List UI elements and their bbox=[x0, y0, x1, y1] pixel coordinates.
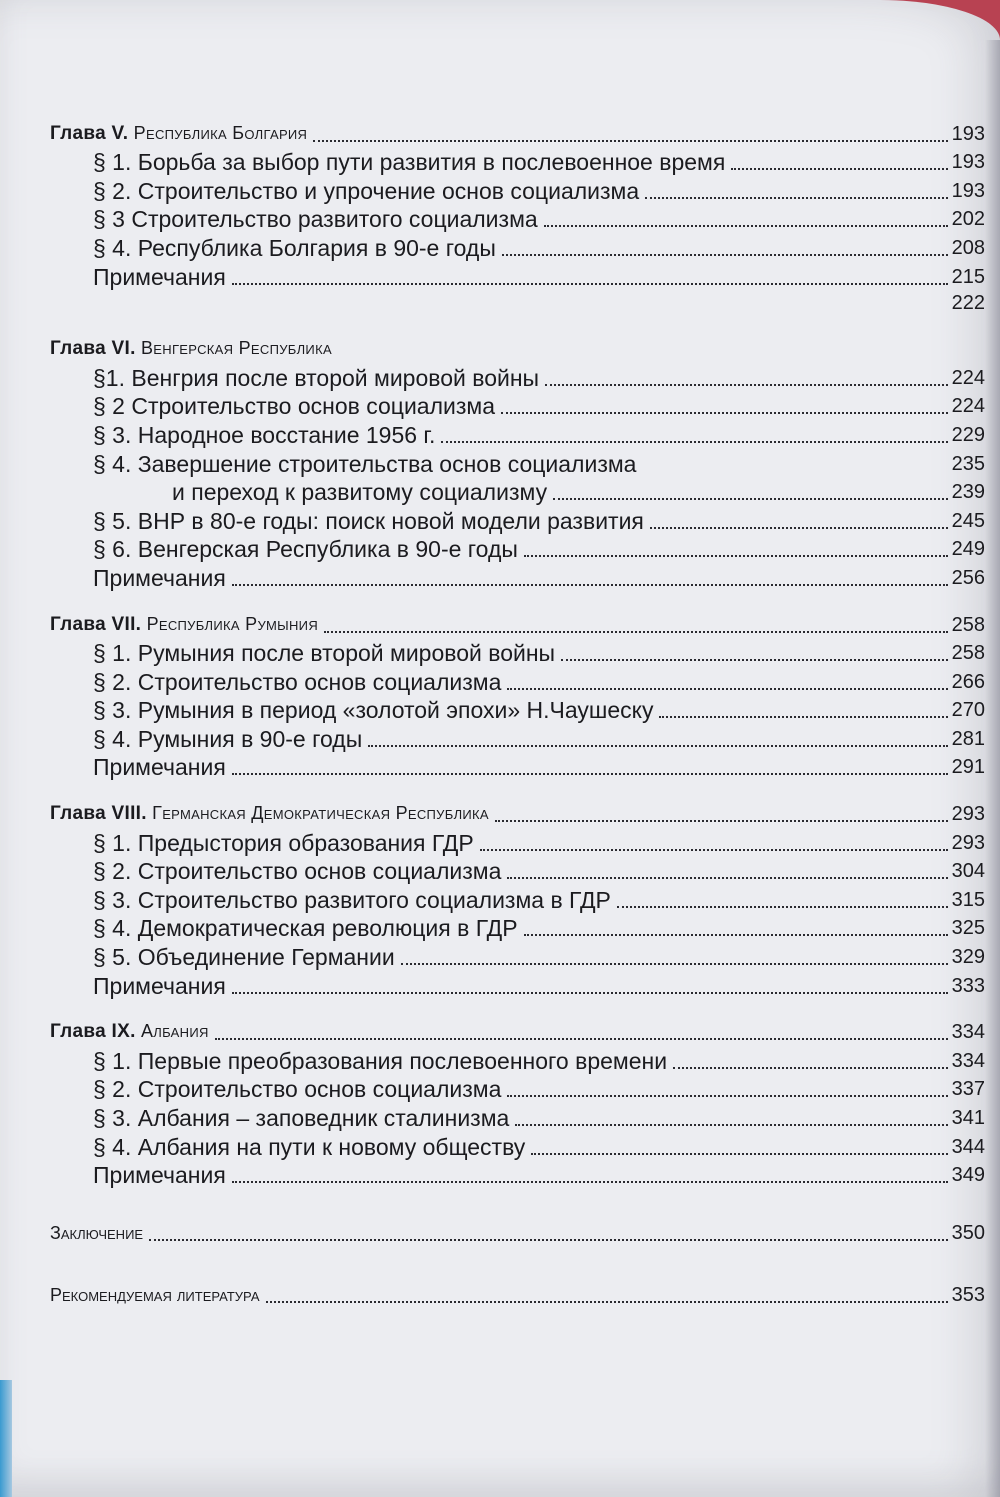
chapter-heading bbox=[50, 798, 985, 827]
page-number: 281 bbox=[951, 727, 985, 750]
page-number: 304 bbox=[951, 860, 985, 883]
section-row bbox=[50, 419, 985, 448]
section-row bbox=[50, 913, 985, 942]
section-title: § 6. Венгерская Республика в 90-е годы bbox=[93, 536, 518, 563]
leader-dots bbox=[524, 555, 948, 557]
leader-dots bbox=[659, 716, 947, 718]
section-row bbox=[50, 391, 985, 420]
section-row bbox=[50, 884, 985, 913]
section-row bbox=[50, 827, 985, 856]
chapter-6 bbox=[50, 334, 985, 591]
section-title: § 4. Демократическая революция в ГДР bbox=[93, 915, 518, 942]
leader-dots bbox=[313, 140, 947, 142]
leader-dots bbox=[515, 1124, 947, 1126]
section-title: § 2. Строительство основ социализма bbox=[93, 1076, 502, 1103]
chapter-9 bbox=[50, 1017, 985, 1189]
chapter-number: Глава IX. bbox=[50, 1021, 136, 1043]
chapter-8 bbox=[50, 798, 985, 998]
section-row bbox=[50, 448, 985, 477]
section-row bbox=[50, 1102, 985, 1131]
section-row bbox=[50, 1074, 985, 1103]
section-title: § 3. Народное восстание 1956 г. bbox=[93, 421, 436, 448]
section-title: § 1. Румыния после второй мировой войны bbox=[93, 640, 556, 667]
section-title: § 4. Румыния в 90-е годы bbox=[93, 725, 363, 752]
section-row bbox=[50, 941, 985, 970]
section-title: § 4. Албания на пути к новому обществу bbox=[93, 1133, 526, 1160]
page-shadow bbox=[985, 40, 1000, 1497]
section-title: §1. Венгрия после второй мировой войны bbox=[93, 364, 540, 391]
leader-dots bbox=[215, 1038, 948, 1040]
section-row bbox=[50, 723, 985, 752]
conclusion-row bbox=[50, 1206, 985, 1246]
page-number: 224 bbox=[951, 366, 985, 389]
page-number: 258 bbox=[951, 613, 985, 636]
chapter-title bbox=[50, 800, 489, 827]
notes-label: Примечания bbox=[93, 754, 226, 781]
section-title: § 1. Первые преобразования послевоенного времени bbox=[93, 1047, 668, 1074]
notes-label: Примечания bbox=[93, 972, 226, 999]
chapter-heading bbox=[50, 609, 985, 638]
chapter-title bbox=[50, 335, 332, 362]
page-number: 337 bbox=[951, 1078, 985, 1101]
leader-dots bbox=[266, 1301, 948, 1303]
chapter-number: Глава VI. bbox=[50, 338, 136, 360]
leader-dots bbox=[441, 441, 947, 443]
leader-dots bbox=[232, 283, 948, 285]
section-title: § 3. Румыния в период «золотой эпохи» Н.Чаушеску bbox=[93, 697, 654, 724]
section-row bbox=[50, 666, 985, 695]
leader-dots bbox=[368, 745, 947, 747]
chapter-number: Глава VII. bbox=[50, 613, 142, 635]
section-title: § 4. Республика Болгария в 90-е годы bbox=[93, 234, 496, 261]
section-title: § 1. Предыстория образования ГДР bbox=[93, 829, 474, 856]
leader-dots bbox=[507, 1095, 947, 1097]
chapter-title bbox=[50, 1018, 209, 1045]
page-number: 193 bbox=[951, 179, 985, 202]
section-title: § 3. Строительство развитого социализма в ГДР bbox=[93, 886, 611, 913]
leader-dots bbox=[401, 963, 948, 965]
section-title: § 2. Строительство основ социализма bbox=[93, 668, 502, 695]
leader-dots bbox=[645, 197, 947, 199]
page-number: 315 bbox=[951, 888, 985, 911]
chapter-number: Глава V. bbox=[50, 122, 129, 144]
literature-label: Рекомендуемая литература bbox=[50, 1285, 260, 1306]
notes-label: Примечания bbox=[93, 564, 226, 591]
section-continuation-row bbox=[50, 477, 985, 506]
section-title: § 2 Строительство основ социализма bbox=[93, 393, 495, 420]
chapter-heading bbox=[50, 1017, 985, 1046]
leader-dots bbox=[502, 254, 948, 256]
leader-dots bbox=[232, 584, 948, 586]
page-number: 229 bbox=[951, 423, 985, 446]
chapter-name: Республика Болгария bbox=[133, 122, 308, 143]
chapter-end-row bbox=[50, 290, 985, 316]
section-title: § 5. Объединение Германии bbox=[93, 944, 395, 971]
section-row bbox=[50, 1131, 985, 1160]
chapter-title bbox=[50, 611, 318, 638]
page-number: 341 bbox=[951, 1107, 985, 1129]
notes-row bbox=[50, 1160, 985, 1189]
section-row bbox=[50, 534, 985, 563]
section-row bbox=[50, 204, 985, 233]
table-of-contents bbox=[50, 118, 985, 1330]
page-number: 249 bbox=[951, 538, 985, 561]
page-number: 215 bbox=[951, 265, 985, 288]
page-number: 222 bbox=[951, 291, 985, 314]
page-number: 208 bbox=[951, 236, 985, 259]
notes-row bbox=[50, 562, 985, 591]
leader-dots bbox=[495, 820, 948, 822]
page-number: 270 bbox=[951, 699, 985, 722]
section-title: § 1. Борьба за выбор пути развития в послевоенное время bbox=[93, 149, 726, 176]
section-row bbox=[50, 232, 985, 261]
leader-dots bbox=[650, 527, 948, 529]
leader-dots bbox=[524, 934, 948, 936]
leader-dots bbox=[673, 1067, 948, 1069]
section-row bbox=[50, 695, 985, 724]
page-number: 245 bbox=[951, 509, 985, 532]
leader-dots bbox=[149, 1239, 948, 1241]
chapter-5 bbox=[50, 118, 985, 316]
notes-row bbox=[50, 261, 985, 290]
leader-dots bbox=[501, 412, 948, 414]
page-number: 293 bbox=[951, 831, 985, 854]
chapter-heading bbox=[50, 334, 985, 363]
section-title: § 2. Строительство основ социализма bbox=[93, 858, 502, 885]
page-number: 193 bbox=[951, 122, 985, 145]
page-number: 239 bbox=[951, 481, 985, 504]
section-row bbox=[50, 638, 985, 667]
page-number: 202 bbox=[951, 208, 985, 231]
page-number: 333 bbox=[951, 974, 985, 997]
chapter-name: Республика Румыния bbox=[146, 613, 319, 634]
section-row bbox=[50, 362, 985, 391]
page-number: 193 bbox=[951, 151, 985, 174]
chapter-name: Албания bbox=[140, 1021, 209, 1042]
section-title: § 3. Албания – заповедник сталинизма bbox=[93, 1105, 510, 1131]
chapter-7 bbox=[50, 609, 985, 781]
page-number: 258 bbox=[951, 642, 985, 665]
leader-dots bbox=[232, 1181, 948, 1183]
leader-dots bbox=[480, 849, 948, 851]
leader-dots bbox=[232, 773, 948, 775]
page-number: 334 bbox=[951, 1021, 985, 1044]
page-number: 325 bbox=[951, 917, 985, 940]
leader-dots bbox=[531, 1153, 947, 1155]
notes-label: Примечания bbox=[93, 263, 226, 290]
leader-dots bbox=[324, 631, 948, 633]
page-number: 334 bbox=[951, 1049, 985, 1072]
page-number: 349 bbox=[951, 1164, 985, 1187]
page-number: 353 bbox=[951, 1284, 985, 1307]
leader-dots bbox=[544, 225, 948, 227]
chapter-heading bbox=[50, 118, 985, 147]
section-row bbox=[50, 147, 985, 176]
leader-dots bbox=[507, 688, 947, 690]
page-number: 350 bbox=[951, 1222, 985, 1245]
section-title: § 4. Завершение строительства основ социализма bbox=[93, 450, 637, 477]
leader-dots bbox=[617, 906, 948, 908]
page-number: 224 bbox=[951, 395, 985, 418]
page-number: 293 bbox=[951, 803, 985, 826]
section-row bbox=[50, 856, 985, 885]
leader-dots bbox=[561, 659, 948, 661]
chapter-name: Венгерская Республика bbox=[140, 338, 332, 359]
page-number: 329 bbox=[951, 946, 985, 969]
chapter-number: Глава VIII. bbox=[50, 803, 147, 825]
section-title: § 2. Строительство и упрочение основ социализма bbox=[93, 177, 640, 204]
page-number: 266 bbox=[951, 670, 985, 693]
page-number: 344 bbox=[951, 1135, 985, 1158]
notes-row bbox=[50, 752, 985, 781]
conclusion-label: Заключение bbox=[50, 1223, 144, 1244]
notes-row bbox=[50, 970, 985, 999]
chapter-name: Германская Демократическая Республика bbox=[152, 803, 489, 824]
section-title: § 5. ВНР в 80-е годы: поиск новой модели развития bbox=[93, 507, 644, 534]
section-row bbox=[50, 1045, 985, 1074]
chapter-title bbox=[50, 120, 307, 147]
section-title: § 3 Строительство развитого социализма bbox=[93, 206, 538, 233]
page-number: 235 bbox=[951, 452, 985, 475]
leader-dots bbox=[545, 384, 948, 386]
section-title-continuation: и переход к развитому социализму bbox=[172, 479, 548, 506]
leader-dots bbox=[553, 498, 948, 500]
page-number: 291 bbox=[951, 756, 985, 779]
leader-dots bbox=[731, 168, 947, 170]
literature-row bbox=[50, 1268, 985, 1308]
leader-dots bbox=[232, 992, 948, 994]
leader-dots bbox=[507, 877, 947, 879]
page-number: 256 bbox=[951, 566, 985, 589]
book-cover-edge bbox=[0, 1380, 12, 1497]
notes-label: Примечания bbox=[93, 1162, 226, 1189]
section-row bbox=[50, 505, 985, 534]
section-row bbox=[50, 175, 985, 204]
